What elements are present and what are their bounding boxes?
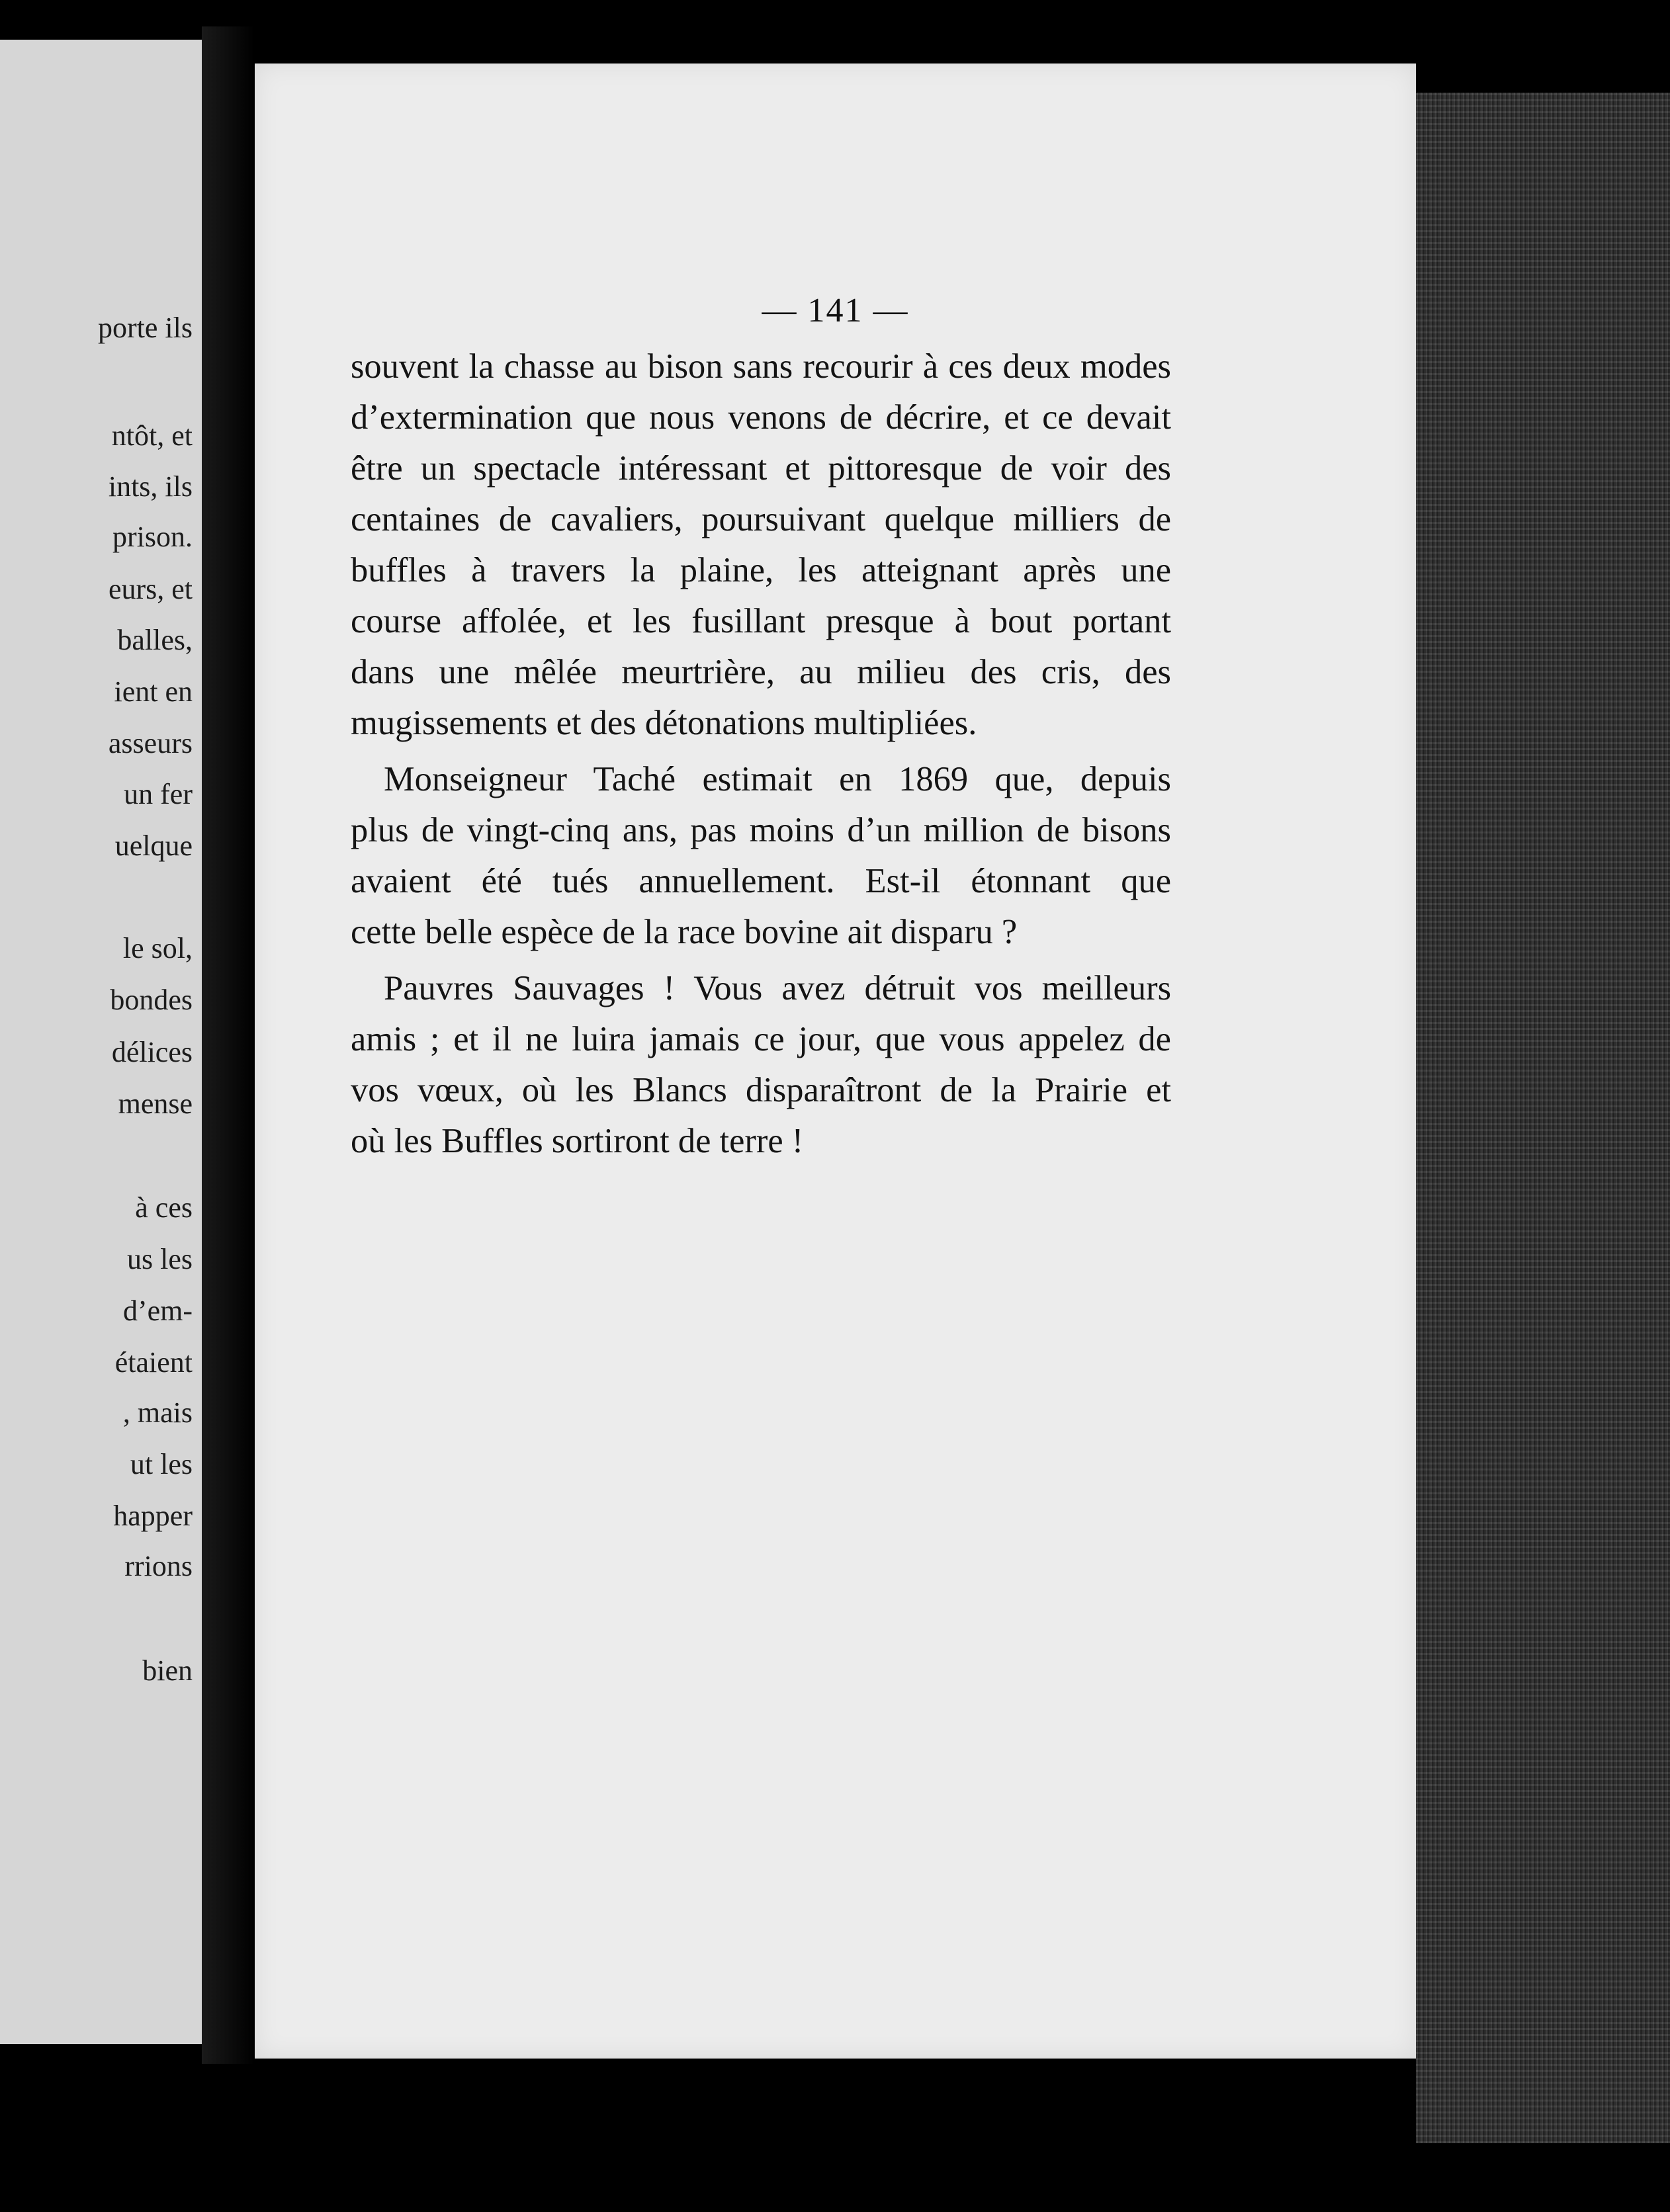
left-page-fragment: un fer [124,778,193,810]
left-page-fragment: ntôt, et [111,419,193,452]
text-line: vos vœux, où les Blancs disparaîtront de la Prairie et [351,1071,1171,1109]
left-page-fragment: balles, [117,624,193,656]
left-page-fragment: us les [127,1243,193,1275]
text-line: avaient été tués annuellement. Est-il étonnant que [351,862,1171,900]
left-page-fragment: délices [111,1036,193,1068]
left-page-fragment: prison. [112,521,193,553]
left-page-fragment: étaient [114,1346,193,1379]
text-line: buffles à travers la plaine, les atteignant après une [351,551,1171,589]
left-page-fragment: bien [142,1654,193,1687]
left-page-fragment: ient en [114,675,193,708]
left-page-fragment: happer [113,1500,193,1532]
text-line: d’extermination que nous venons de décrire, et ce devait [351,398,1171,437]
page-edges-stack [1416,93,1670,2143]
text-line: Pauvres Sauvages ! Vous avez détruit vos meilleurs [384,969,1171,1007]
left-page-fragment: eurs, et [108,573,193,605]
left-page-fragment: mense [118,1087,193,1120]
left-page-fragment: , mais [122,1396,193,1429]
left-page-fragment: rrions [124,1550,193,1582]
paragraph [351,341,1171,749]
text-line: souvent la chasse au bison sans recourir à ces deux modes [351,347,1171,386]
text-line: amis ; et il ne luira jamais ce jour, que vous appelez de [351,1020,1171,1058]
page-number: — 141 — [762,292,909,329]
left-page-fragment: ints, ils [108,470,193,503]
text-line: être un spectacle intéressant et pittoresque de voir des [351,449,1171,488]
text-line: où les Buffles sortiront de terre ! [351,1122,804,1160]
left-page-fragment: ut les [130,1448,193,1480]
left-facing-page [0,40,202,2044]
book-page [255,64,1416,2059]
text-line: cette belle espèce de la race bovine ait disparu ? [351,913,1018,951]
paragraph [351,963,1171,1167]
text-line: centaines de cavaliers, poursuivant quelque milliers de [351,500,1171,538]
left-page-fragment: uelque [114,830,193,862]
left-page-fragment: le sol, [122,932,193,964]
text-line: dans une mêlée meurtrière, au milieu des cris, des [351,653,1171,691]
text-line: mugissements et des détonations multipliées. [351,704,977,742]
book-gutter [202,26,255,2064]
left-page-fragment: bondes [110,984,193,1016]
left-page-fragment: porte ils [98,312,193,344]
left-page-fragment: asseurs [108,727,193,759]
left-page-fragment: d’em- [122,1295,193,1327]
page-body-text [351,341,1171,1172]
left-page-fragment: à ces [135,1191,193,1224]
text-line: plus de vingt-cinq ans, pas moins d’un million de bisons [351,811,1171,849]
text-line: Monseigneur Taché estimait en 1869 que, depuis [384,760,1171,798]
paragraph [351,754,1171,958]
text-line: course affolée, et les fusillant presque à bout portant [351,602,1171,640]
